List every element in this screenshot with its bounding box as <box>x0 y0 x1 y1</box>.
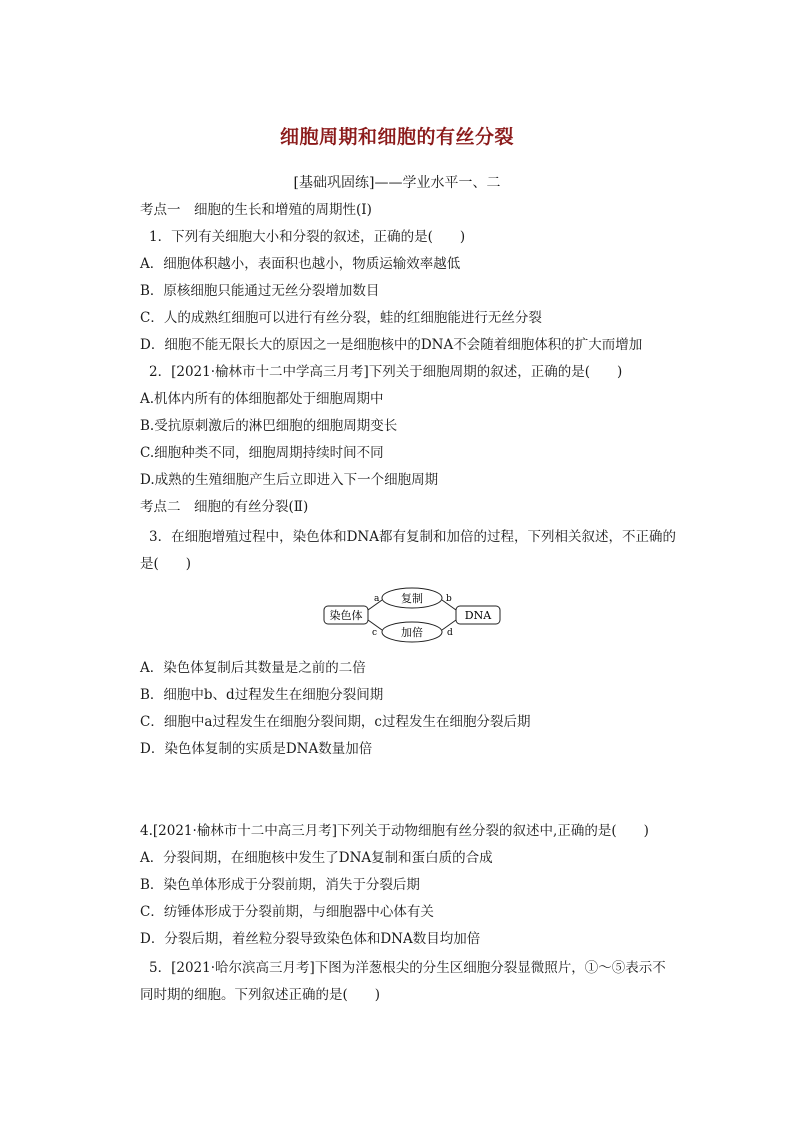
question-3-option-b: B．细胞中b、d过程发生在细胞分裂间期 <box>140 687 384 703</box>
section-subtitle: [基础巩固练]——学业水平一、二 <box>293 175 501 191</box>
diagram-label-a: a <box>374 594 380 604</box>
question-2-option-a: A.机体内所有的体细胞都处于细胞周期中 <box>140 391 384 407</box>
question-3-option-d: D．染色体复制的实质是DNA数量加倍 <box>140 741 373 757</box>
diagram-label-b: b <box>446 594 452 604</box>
topic-heading-1: 考点一 细胞的生长和增殖的周期性(Ⅰ) <box>140 202 372 218</box>
question-1-option-d: D．细胞不能无限长大的原因之一是细胞核中的DNA不会随着细胞体积的扩大而增加 <box>140 337 643 353</box>
question-1-stem: 1．下列有关细胞大小和分裂的叙述，正确的是( ) <box>149 229 466 245</box>
question-2-option-d: D.成熟的生殖细胞产生后立即进入下一个细胞周期 <box>140 472 439 488</box>
question-4-option-c: C．纺锤体形成于分裂前期，与细胞器中心体有关 <box>140 904 434 920</box>
question-3-option-a: A．染色体复制后其数量是之前的二倍 <box>140 660 366 676</box>
question-4-option-b: B．染色单体形成于分裂前期，消失于分裂后期 <box>140 877 420 893</box>
question-5-stem-cont: 同时期的细胞。下列叙述正确的是( ) <box>140 987 381 1003</box>
question-4-option-d: D．分裂后期，着丝粒分裂导致染色体和DNA数目均加倍 <box>140 931 481 947</box>
question-1-option-a: A．细胞体积越小，表面积也越小，物质运输效率越低 <box>140 256 461 272</box>
diagram-chromosome-label: 染色体 <box>329 609 363 622</box>
question-3-option-c: C．细胞中a过程发生在细胞分裂间期，c过程发生在细胞分裂后期 <box>140 714 531 730</box>
question-2-stem: 2．[2021·榆林市十二中学高三月考]下列关于细胞周期的叙述，正确的是( ) <box>149 364 623 380</box>
diagram-dna-label: DNA <box>464 609 492 622</box>
question-3-stem-cont: 是( ) <box>140 556 192 572</box>
diagram-label-d: d <box>447 628 453 638</box>
page-title: 细胞周期和细胞的有丝分裂 <box>279 126 514 148</box>
question-5-stem: 5．[2021·哈尔滨高三月考]下图为洋葱根尖的分生区细胞分裂显微照片，①～⑤表示不 <box>149 960 666 976</box>
question-4-stem: 4.[2021·榆林市十二中高三月考]下列关于动物细胞有丝分裂的叙述中,正确的是( ) <box>140 823 649 839</box>
chromosome-dna-diagram <box>320 586 510 644</box>
diagram-double-label: 加倍 <box>401 626 423 639</box>
question-4-option-a: A．分裂间期，在细胞核中发生了DNA复制和蛋白质的合成 <box>140 850 493 866</box>
question-2-option-c: C.细胞种类不同，细胞周期持续时间不同 <box>140 445 384 461</box>
diagram-label-c: c <box>372 628 378 638</box>
question-1-option-b: B．原核细胞只能通过无丝分裂增加数目 <box>140 283 380 299</box>
question-1-option-c: C．人的成熟红细胞可以进行有丝分裂，蛙的红细胞能进行无丝分裂 <box>140 310 542 326</box>
diagram-replicate-label: 复制 <box>401 592 423 605</box>
topic-heading-2: 考点二 细胞的有丝分裂(Ⅱ) <box>140 499 309 515</box>
question-3-stem: 3．在细胞增殖过程中，染色体和DNA都有复制和加倍的过程，下列相关叙述，不正确的 <box>149 529 676 545</box>
question-2-option-b: B.受抗原刺激后的淋巴细胞的细胞周期变长 <box>140 418 398 434</box>
